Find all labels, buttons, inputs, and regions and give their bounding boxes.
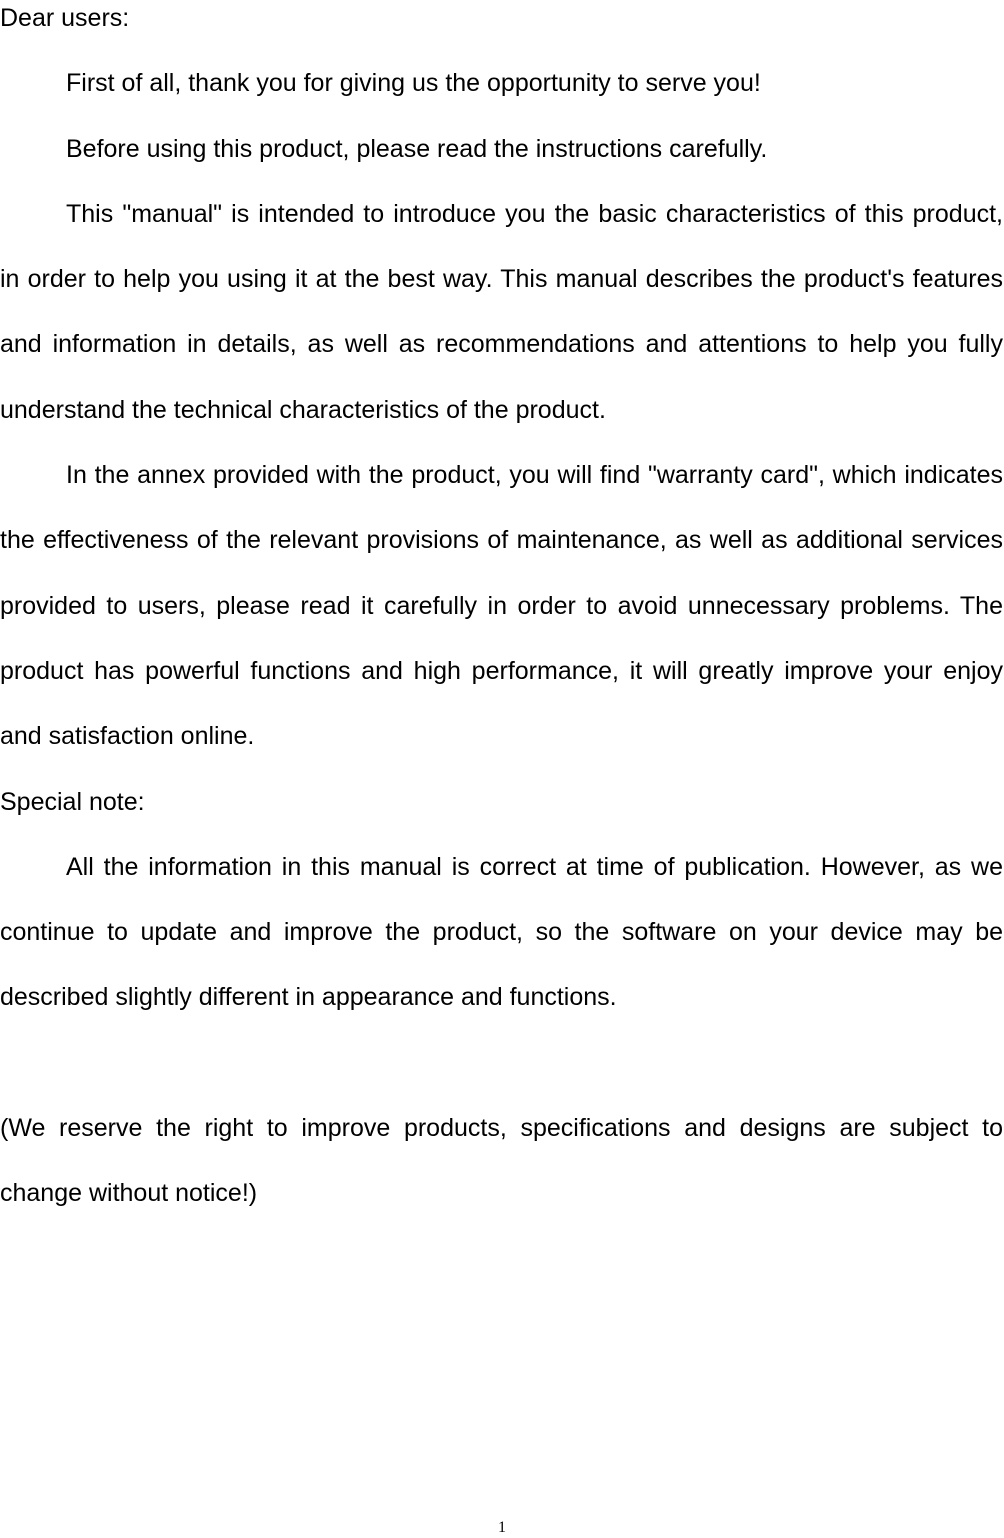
paragraph-manual-intro: This "manual" is intended to introduce you the basic characteristics of this product, in order to help you using it at the best way. This manual describes the product's features and information in details, as well as recommendations and attentions to help you fully understand the technical characteristics of the product. (0, 199, 1003, 424)
page-number: 1 (498, 1519, 506, 1536)
special-note-heading: Special note: (0, 787, 145, 816)
special-note-text: All the information in this manual is correct at time of publication. However, as we continue to update and improve the product, so the software on your device may be described slightly different in appearance and functions. (0, 852, 1003, 1012)
disclaimer: (We reserve the right to improve products, specifications and designs are subject to change without notice!) (0, 1114, 1003, 1208)
blank-line (0, 1031, 1003, 1096)
greeting: Dear users: (0, 4, 130, 32)
paragraph-warranty: In the annex provided with the product, you will find "warranty card", which indicates the effectiveness of the relevant provisions of maintenance, as well as additional services provided to users, please read it carefully in order to avoid unnecessary problems. The product has powerful functions and high performance, it will greatly improve your enjoy and satisfaction online. (0, 461, 1003, 751)
paragraph-read-instructions: Before using this product, please read the instructions carefully. (66, 134, 768, 163)
paragraph-thanks: First of all, thank you for giving us the opportunity to serve you! (66, 69, 761, 98)
